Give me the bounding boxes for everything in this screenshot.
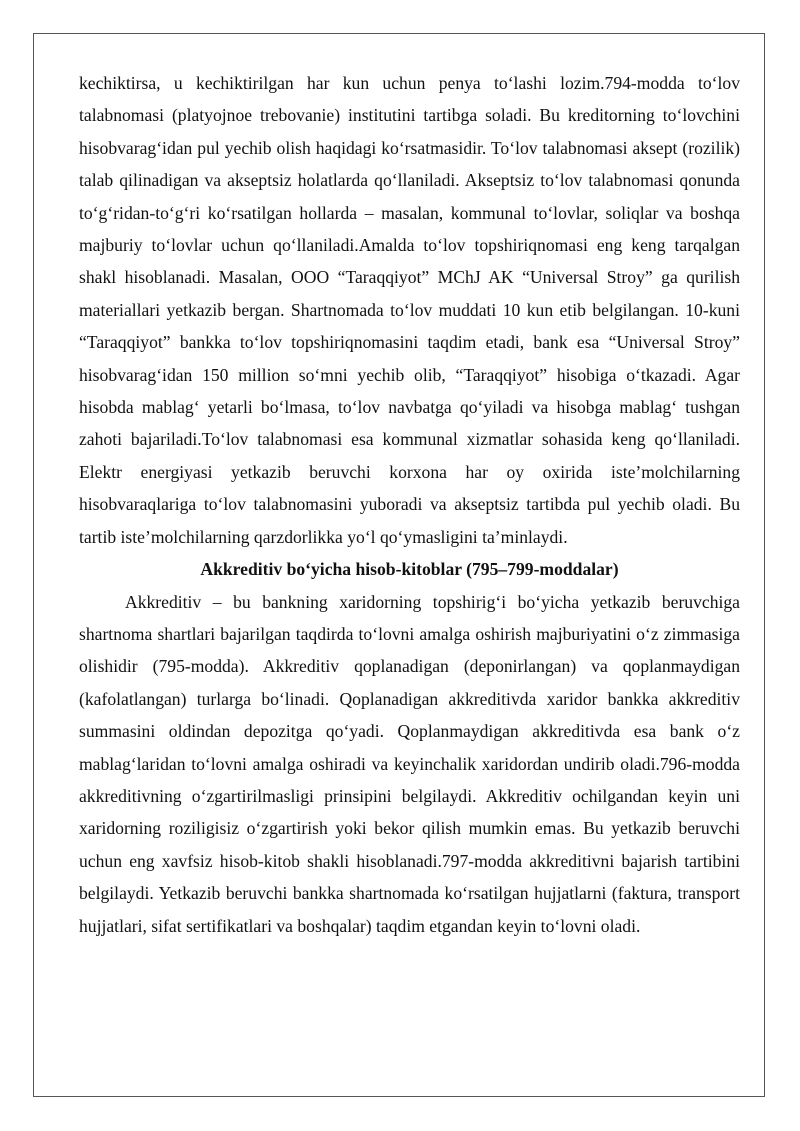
document-body <box>79 67 740 942</box>
section-heading-letter-of-credit: Akkreditiv bo‘yicha hisob-kitoblar (795–799-moddalar) <box>200 559 619 580</box>
paragraph-letter-of-credit: Akkreditiv – bu bankning xaridorning topshirig‘i bo‘yicha yetkazib beruvchiga shartnoma shartlari bajarilgan taqdirda to‘lovni amalga oshirish majburiyatini o‘z zimmasiga olishidir (795-modda). Akkreditiv qoplanadigan (deponirlangan) va qoplanmaydigan (kafolatlangan) turlarga bo‘linadi. Qoplanadigan akkreditivda xaridor bankka akkreditiv summasini oldindan depozitga qo‘yadi. Qoplanmaydigan akkreditivda esa bank o‘z mablag‘laridan to‘lovni amalga oshiradi va keyinchalik xaridordan undirib oladi.796-modda akkreditivning o‘zgartirilmasligi prinsipini belgilaydi. Akkreditiv ochilgandan keyin uni xaridorning roziligisiz o‘zgartirish yoki bekor qilish mumkin emas. Bu yetkazib beruvchi uchun eng xavfsiz hisob-kitob shakli hisoblanadi.797-modda akkreditivni bajarish tartibini belgilaydi. Yetkazib beruvchi bankka shartnomada ko‘rsatilgan hujjatlarni (faktura, transport hujjatlari, sifat sertifikatlari va boshqalar) taqdim etgandan keyin to‘lovni oladi. <box>79 591 740 936</box>
paragraph-payment-request: kechiktirsa, u kechiktirilgan har kun uchun penya to‘lashi lozim.794-modda to‘lov talabnomasi (platyojnoe trebovanie) institutini tartibga soladi. Bu kreditorning to‘lovchini hisobvarag‘idan pul yechib olish haqidagi ko‘rsatmasidir. To‘lov talabnomasi aksept (rozilik) talab qilinadigan va akseptsiz holatlarda qo‘llaniladi. Akseptsiz to‘lov talabnomasi qonunda to‘g‘ridan-to‘g‘ri ko‘rsatilgan hollarda – masalan, kommunal to‘lovlar, soliqlar va boshqa majburiy to‘lovlar uchun qo‘llaniladi.Amalda to‘lov topshiriqnomasi eng keng tarqalgan shakl hisoblanadi. Masalan, OOO “Taraqqiyot” MChJ AK “Universal Stroy” ga qurilish materiallari yetkazib bergan. Shartnomada to‘lov muddati 10 kun etib belgilangan. 10-kuni “Taraqqiyot” bankka to‘lov topshiriqnomasini taqdim etadi, bank esa “Universal Stroy” hisobvarag‘idan 150 million so‘mni yechib olib, “Taraqqiyot” hisobiga o‘tkazadi. Agar hisobda mablag‘ yetarli bo‘lmasa, to‘lov navbatga qo‘yiladi va hisobga mablag‘ tushgan zahoti bajariladi.To‘lov talabnomasi esa kommunal xizmatlar sohasida keng qo‘llaniladi. Elektr energiyasi yetkazib beruvchi korxona har oy oxirida iste’molchilarning hisobvaraqlariga to‘lov talabnomasini yuboradi va akseptsiz tartibda pul yechib oladi. Bu tartib iste’molchilarning qarzdorlikka yo‘l qo‘ymasligini ta’minlaydi. <box>79 73 740 547</box>
